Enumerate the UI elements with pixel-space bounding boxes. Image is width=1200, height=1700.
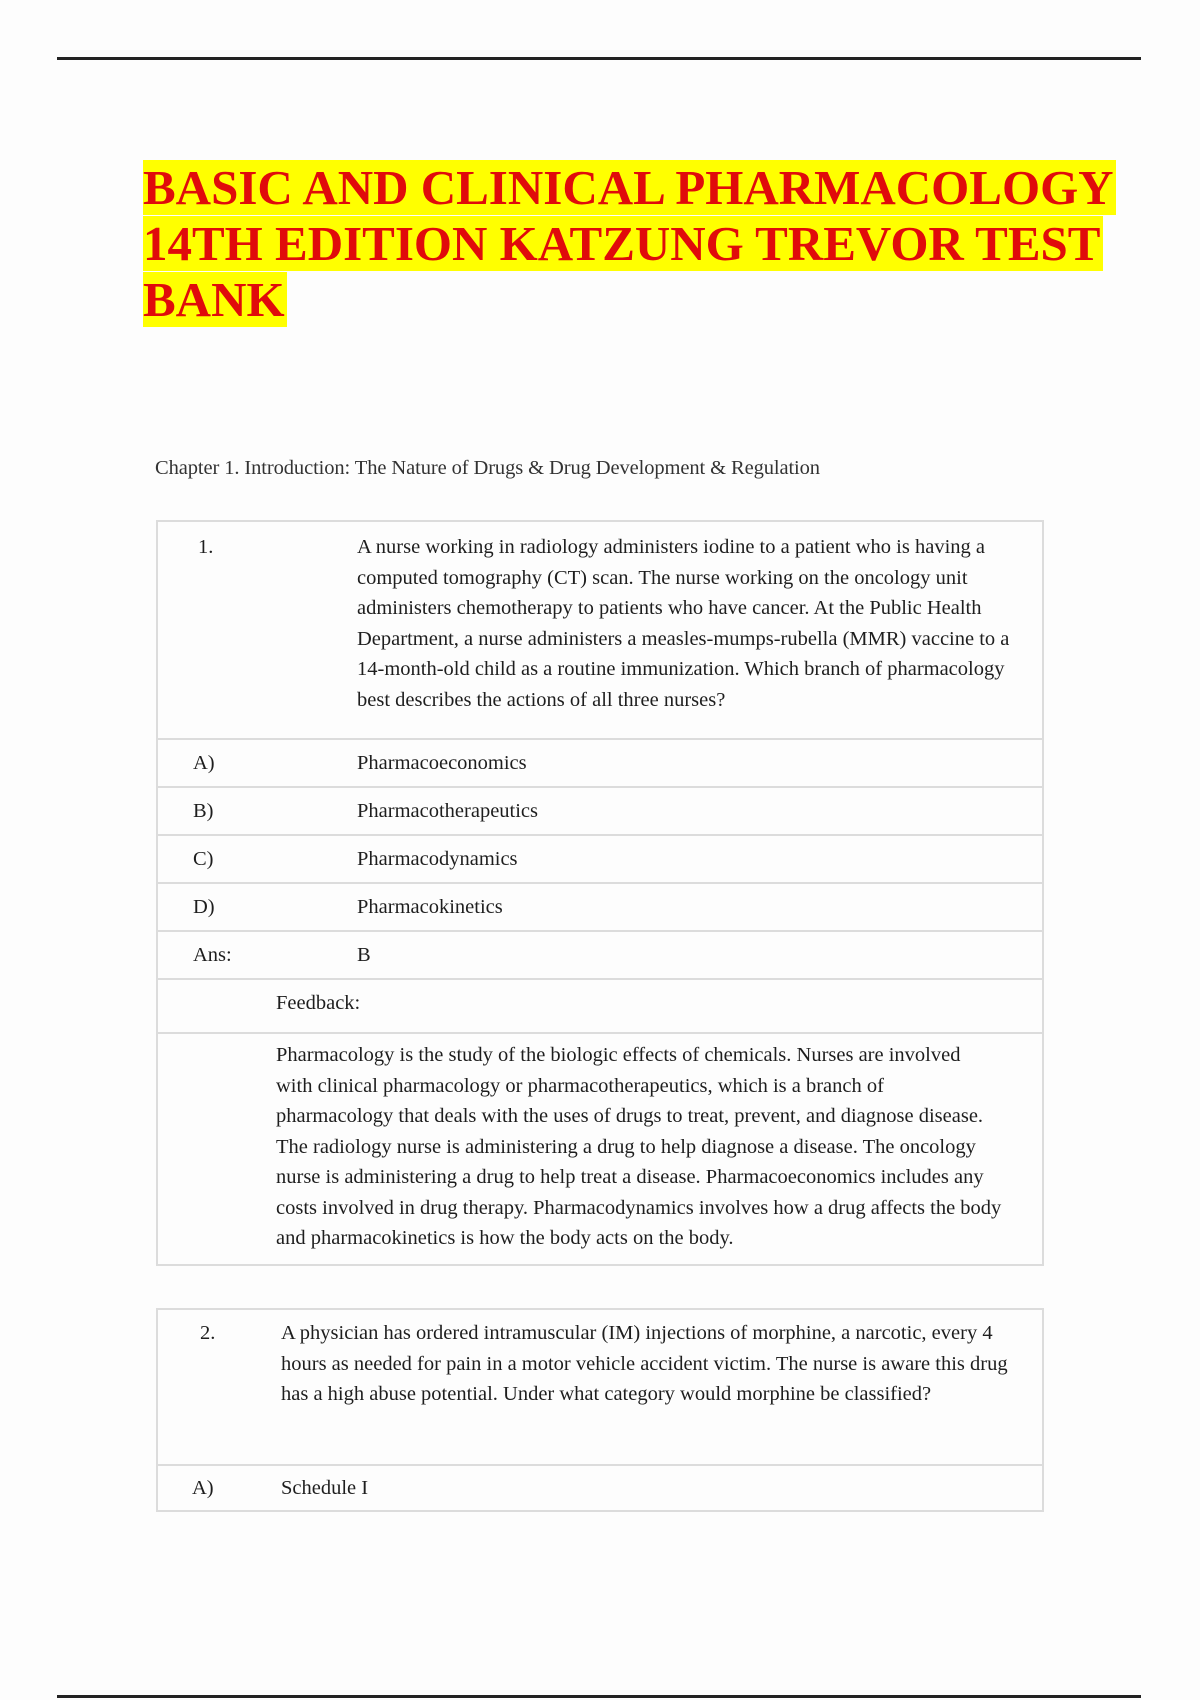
title-line-2: 14TH EDITION KATZUNG TREVOR TEST bbox=[143, 216, 1101, 271]
header-rule bbox=[57, 57, 1141, 60]
question-table-2 bbox=[156, 1308, 1044, 1512]
option-label: D) bbox=[157, 883, 357, 931]
question-stem-row bbox=[157, 521, 1043, 739]
option-row bbox=[157, 835, 1043, 883]
question-stem-row bbox=[157, 1309, 1043, 1465]
option-row bbox=[157, 739, 1043, 787]
option-row bbox=[157, 883, 1043, 931]
feedback-text: Pharmacology is the study of the biologic effects of chemicals. Nurses are involved with clinical pharmacology or pharmacotherapeutics, which is a branch of pharmacology that deals with the uses of drugs to treat, prevent, and diagnose disease. The radiology nurse is administering a drug to help diagnose a disease. The oncology nurse is administering a drug to help treat a disease. Pharmacoeconomics includes any costs involved in drug therapy. Pharmacodynamics involves how a drug affects the body and pharmacokinetics is how the body acts on the body. bbox=[157, 1033, 1043, 1265]
document-title bbox=[143, 160, 1143, 328]
question-table-1 bbox=[156, 520, 1044, 1266]
answer-value: B bbox=[357, 931, 1043, 979]
answer-label: Ans: bbox=[157, 931, 357, 979]
option-label: C) bbox=[157, 835, 357, 883]
answer-row bbox=[157, 931, 1043, 979]
feedback-label-row bbox=[157, 979, 1043, 1033]
question-stem: A nurse working in radiology administers iodine to a patient who is having a computed tomography (CT) scan. The nurse working on the oncology unit administers chemotherapy to patients who have cancer. At the Public Health Department, a nurse administers a measles-mumps-rubella (MMR) vaccine to a 14-month-old child as a routine immunization. Which branch of pharmacology best describes the actions of all three nurses? bbox=[357, 521, 1043, 739]
feedback-row bbox=[157, 1033, 1043, 1265]
title-line-3: BANK bbox=[143, 272, 285, 327]
option-row bbox=[157, 1465, 1043, 1511]
option-text: Pharmacoeconomics bbox=[357, 739, 1043, 787]
option-text: Pharmacotherapeutics bbox=[357, 787, 1043, 835]
chapter-heading: Chapter 1. Introduction: The Nature of Drugs & Drug Development & Regulation bbox=[155, 457, 820, 479]
feedback-label: Feedback: bbox=[157, 979, 1043, 1033]
question-number: 2. bbox=[157, 1309, 281, 1465]
option-label: A) bbox=[157, 1465, 281, 1511]
option-label: A) bbox=[157, 739, 357, 787]
question-stem: A physician has ordered intramuscular (IM) injections of morphine, a narcotic, every 4 hours as needed for pain in a motor vehicle accident victim. The nurse is aware this drug has a high abuse potential. Under what category would morphine be classified? bbox=[281, 1309, 1043, 1465]
question-number: 1. bbox=[157, 521, 357, 739]
title-line-1: BASIC AND CLINICAL PHARMACOLOGY bbox=[143, 160, 1114, 215]
option-label: B) bbox=[157, 787, 357, 835]
option-row bbox=[157, 787, 1043, 835]
option-text: Pharmacodynamics bbox=[357, 835, 1043, 883]
footer-rule bbox=[57, 1695, 1141, 1698]
option-text: Schedule I bbox=[281, 1465, 1043, 1511]
option-text: Pharmacokinetics bbox=[357, 883, 1043, 931]
